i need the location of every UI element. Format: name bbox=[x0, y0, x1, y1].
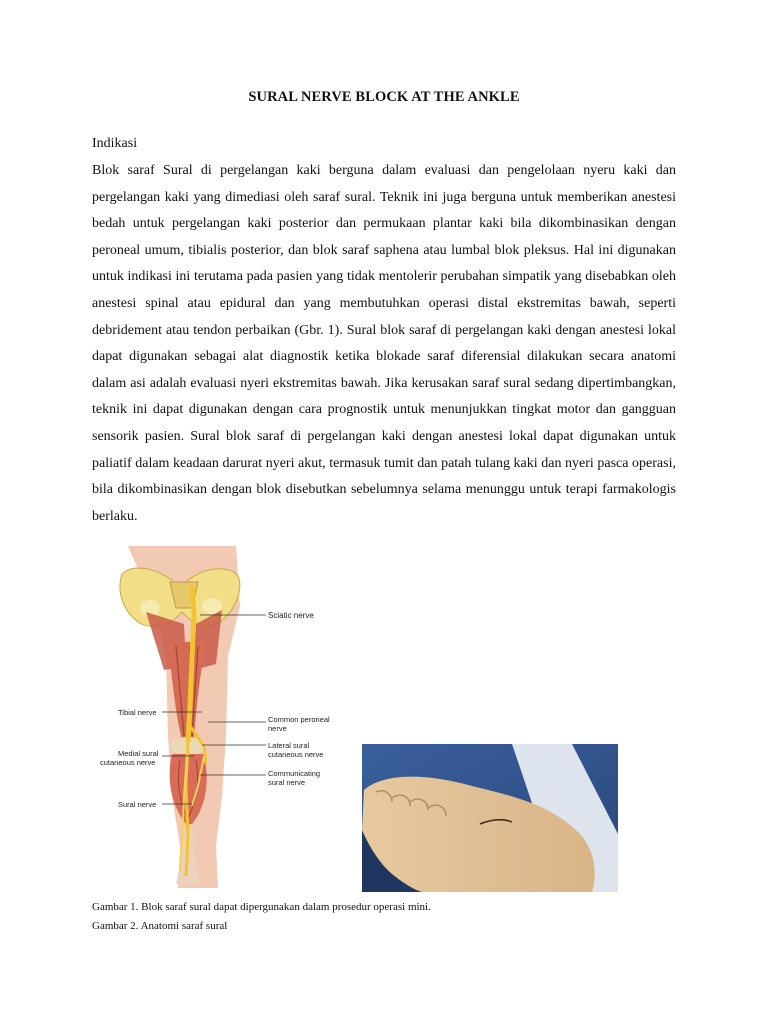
foot-photo bbox=[362, 744, 618, 892]
document-title: SURAL NERVE BLOCK AT THE ANKLE bbox=[248, 89, 520, 105]
label-common-peroneal-nerve-line2: nerve bbox=[268, 724, 287, 733]
label-lateral-sural-nerve-line1: Lateral sural bbox=[268, 741, 310, 750]
label-medial-sural-nerve-line1: Medial sural bbox=[118, 749, 159, 758]
sural-nerve-anatomy-illustration bbox=[88, 546, 350, 888]
label-lateral-sural-nerve-line2: cutaneous nerve bbox=[268, 750, 324, 759]
label-common-peroneal-nerve-line1: Common peroneal bbox=[268, 715, 330, 724]
body-paragraph: Blok saraf Sural di pergelangan kaki berguna dalam evaluasi dan pengelolaan nyeru kaki dan pergelangan kaki yang dimediasi oleh saraf sural. Teknik ini juga berguna untuk memberikan anestesi bedah untuk pergelangan kaki posterior dan permukaan plantar kaki bila dikombinasikan dengan peroneal umum, tibialis posterior, dan blok saraf saphena atau lumbal blok pleksus. Hal ini digunakan untuk indikasi ini terutama pada pasien yang tidak mentolerir perubahan simpatik yang disebabkan oleh anestesi spinal atau epidural dan yang membutuhkan operasi distal ekstremitas bawah, seperti debridement atau tendon perbaikan (Gbr. 1). Sural blok saraf di pergelangan kaki dengan anestesi lokal dapat digunakan sebagai alat diagnostik ketika blokade saraf diferensial dilakukan secara anatomi dalam asi adalah evaluasi nyeri ekstremitas bawah. Jika kerusakan saraf sural sedang dipertimbangkan, teknik ini dapat digunakan dengan cara prognostik untuk menunjukkan tingkat motor dan gangguan sensorik pasien. Sural blok saraf di pergelangan kaki dengan anestesi lokal dapat digunakan untuk paliatif dalam keadaan darurat nyeri akut, termasuk tumit dan patah tulang kaki dan nyeri pasca operasi, bila dikombinasikan dengan blok disebutkan sebelumnya selama menunggu untuk terapi farmakologis berlaku. bbox=[92, 163, 676, 524]
label-sural-nerve: Sural nerve bbox=[118, 800, 157, 809]
caption-gambar-1: Gambar 1. Blok saraf sural dapat dipergunakan dalam prosedur operasi mini. bbox=[92, 901, 431, 913]
label-communicating-sural-nerve-line2: sural nerve bbox=[268, 778, 306, 787]
label-communicating-sural-nerve-line1: Communicating bbox=[268, 769, 321, 778]
label-medial-sural-nerve-line2: cutaneous nerve bbox=[100, 758, 156, 767]
caption-gambar-2: Gambar 2. Anatomi saraf sural bbox=[92, 920, 228, 932]
label-tibial-nerve: Tibial nerve bbox=[118, 708, 157, 717]
label-sciatic-nerve: Sciatic nerve bbox=[268, 611, 314, 620]
section-heading: Indikasi bbox=[92, 136, 138, 151]
